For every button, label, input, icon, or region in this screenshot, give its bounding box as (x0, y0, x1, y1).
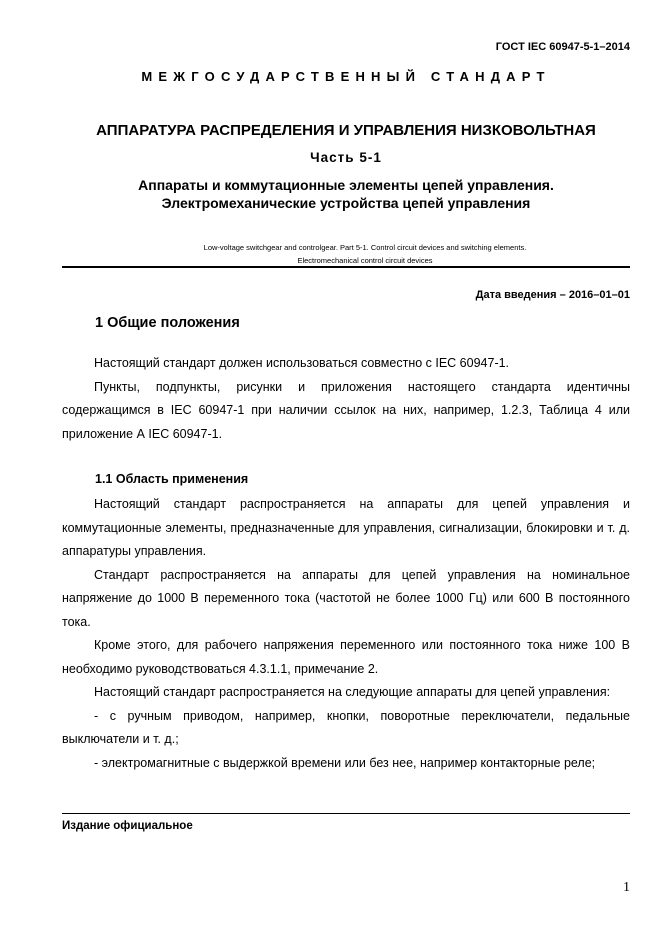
paragraph: Настоящий стандарт распространяется на следующие аппараты для цепей управления: (94, 685, 611, 699)
paragraph: Стандарт распространяется на аппараты для цепей управления на номинальное напряжение до 1000 В переменного тока (частотой не более 1000 Гц) или 600 В постоянного тока. (62, 567, 630, 629)
paragraph: Пункты, подпункты, рисунки и приложения настоящего стандарта идентичны содержащимся в IEC 60947-1 при наличии ссылок на них, например, 1.2.3, Таблица 4 или приложение А IEC 60947-1. (62, 379, 630, 441)
section-1-1-heading: 1.1 Область применения (95, 472, 249, 486)
subtitle-line-1: Аппараты и коммутационные элементы цепей управления. (138, 177, 554, 193)
document-code: ГОСТ IEC 60947-5-1–2014 (495, 41, 630, 53)
list-item: - с ручным приводом, например, кнопки, поворотные переключатели, педальные выключатели и т. д.; (62, 708, 630, 746)
paragraph: Настоящий стандарт должен использоваться совместно с IEC 60947-1. (94, 356, 510, 370)
list-item: - электромагнитные с выдержкой времени или без нее, например контакторные реле; (94, 755, 596, 770)
official-edition-label: Издание официальное (62, 820, 193, 832)
english-title (130, 242, 600, 267)
section-1-heading: 1 Общие положения (95, 315, 240, 331)
subtitle-line-2: Электромеханические устройства цепей управления (161, 195, 531, 211)
title-divider (62, 266, 630, 268)
section-1-1-body (62, 493, 630, 775)
footer-divider (62, 813, 630, 814)
english-title-line-2: Electromechanical control circuit devices (297, 255, 433, 265)
page-number: 1 (623, 880, 630, 895)
subtitle (62, 176, 630, 212)
main-title: АППАРАТУРА РАСПРЕДЕЛЕНИЯ И УПРАВЛЕНИЯ НИЗКОВОЛЬТНАЯ (96, 122, 596, 139)
part-title: Часть 5-1 (310, 150, 382, 165)
paragraph: Кроме этого, для рабочего напряжения переменного или постоянного тока ниже 100 В необходимо руководствоваться 4.3.1.1, примечание 2. (62, 638, 630, 676)
english-title-line-1: Low-voltage switchgear and controlgear. Part 5-1. Control circuit devices and switching elements. (203, 243, 527, 252)
introduction-date: Дата введения – 2016–01–01 (475, 289, 630, 301)
interstate-standard-label: МЕЖГОСУДАРСТВЕННЫЙ СТАНДАРТ (141, 69, 551, 84)
section-1-body (62, 352, 630, 446)
paragraph: Настоящий стандарт распространяется на аппараты для цепей управления и коммутационные элементы, предназначенные для управления, сигнализации, блокировки и т. д. аппаратуры управления. (62, 497, 630, 558)
